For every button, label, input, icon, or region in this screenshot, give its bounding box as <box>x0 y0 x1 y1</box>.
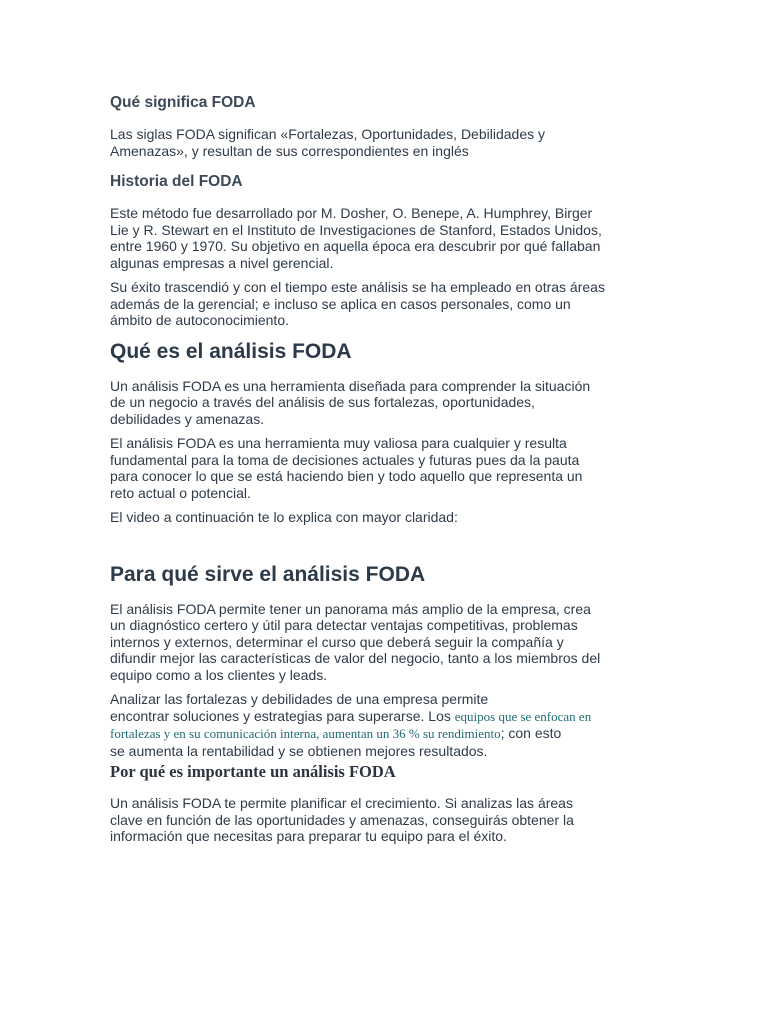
paragraph-valiosa <box>110 435 662 501</box>
paragraph-planificar <box>110 795 662 845</box>
heading-que-significa-foda: Qué significa FODA <box>110 94 256 111</box>
paragraph-herramienta <box>110 378 662 428</box>
paragraph-analizar <box>110 691 662 759</box>
text-segment: ; con esto <box>500 725 562 741</box>
text-line: Un análisis FODA es una herramienta diseñada para comprender la situación <box>110 377 591 394</box>
text-line <box>110 708 662 726</box>
paragraph-video <box>110 509 662 526</box>
text-line: ámbito de autoconocimiento. <box>110 312 289 328</box>
text-line: Amenazas», y resultan de sus correspondientes en inglés <box>110 142 469 159</box>
text-line: El video a continuación te lo explica con mayor claridad: <box>110 509 458 525</box>
text-line <box>110 725 662 743</box>
text-line: Las siglas FODA significan «Fortalezas, Oportunidades, Debilidades y <box>110 126 545 142</box>
text-line: Lie y R. Stewart en el Instituto de Investigaciones de Stanford, Estados Unidos, <box>110 221 602 238</box>
text-line: de un negocio a través del análisis de sus fortalezas, oportunidades, <box>110 394 535 410</box>
link-equipos-rendimiento-part2[interactable]: fortalezas y en su comunicación interna, aumentan un 36 % su rendimiento <box>110 726 501 741</box>
text-line: El análisis FODA es una herramienta muy valiosa para cualquier y resulta <box>110 435 567 451</box>
link-equipos-rendimiento-part1[interactable]: equipos que se enfocan en <box>454 708 592 724</box>
paragraph-historia <box>110 205 662 271</box>
document-body <box>110 94 662 845</box>
text-line: equipo como a los clientes y leads. <box>110 666 328 683</box>
text-line: además de la gerencial; e incluso se aplica en casos personales, como un <box>110 295 571 312</box>
text-line: internos y externos, determinar el curso que deberá seguir la compañía y <box>110 633 564 650</box>
paragraph-exito <box>110 279 662 329</box>
text-line: Su éxito trascendió y con el tiempo este análisis se ha empleado en otras áreas <box>110 279 605 295</box>
text-line: se aumenta la rentabilidad y se obtienen mejores resultados. <box>110 742 488 759</box>
text-line: fundamental para la toma de decisiones actuales y futuras pues da la pauta <box>110 451 580 468</box>
heading-por-que-es-importante: Por qué es importante un análisis FODA <box>110 762 396 781</box>
text-line: reto actual o potencial. <box>110 484 251 501</box>
heading-historia-del-foda: Historia del FODA <box>110 173 243 190</box>
text-line: El análisis FODA permite tener un panorama más amplio de la empresa, crea <box>110 600 591 617</box>
heading-para-que-sirve: Para qué sirve el análisis FODA <box>110 562 426 586</box>
text-line: algunas empresas a nivel gerencial. <box>110 254 334 271</box>
paragraph-panorama <box>110 601 662 684</box>
text-line: información que necesitas para preparar tu equipo para el éxito. <box>110 828 507 844</box>
text-line: Un análisis FODA te permite planificar el crecimiento. Si analizas las áreas <box>110 795 573 811</box>
text-line: clave en función de las oportunidades y amenazas, conseguirás obtener la <box>110 811 574 828</box>
text-line: Este método fue desarrollado por M. Dosher, O. Benepe, A. Humphrey, Birger <box>110 205 593 221</box>
text-line: Analizar las fortalezas y debilidades de una empresa permite <box>110 691 489 707</box>
text-line: para conocer lo que se está haciendo bien y todo aquello que representa un <box>110 468 583 484</box>
text-line: difundir mejor las características de valor del negocio, tanto a los miembros del <box>110 650 601 666</box>
text-line: debilidades y amenazas. <box>110 410 265 427</box>
paragraph-siglas <box>110 126 662 159</box>
heading-que-es-el-analisis-foda: Qué es el análisis FODA <box>110 339 352 363</box>
text-line: entre 1960 y 1970. Su objetivo en aquella época era descubrir por qué fallaban <box>110 238 601 254</box>
text-segment: encontrar soluciones y estrategias para superarse. Los <box>110 707 455 724</box>
text-line: un diagnóstico certero y útil para detectar ventajas competitivas, problemas <box>110 617 578 633</box>
